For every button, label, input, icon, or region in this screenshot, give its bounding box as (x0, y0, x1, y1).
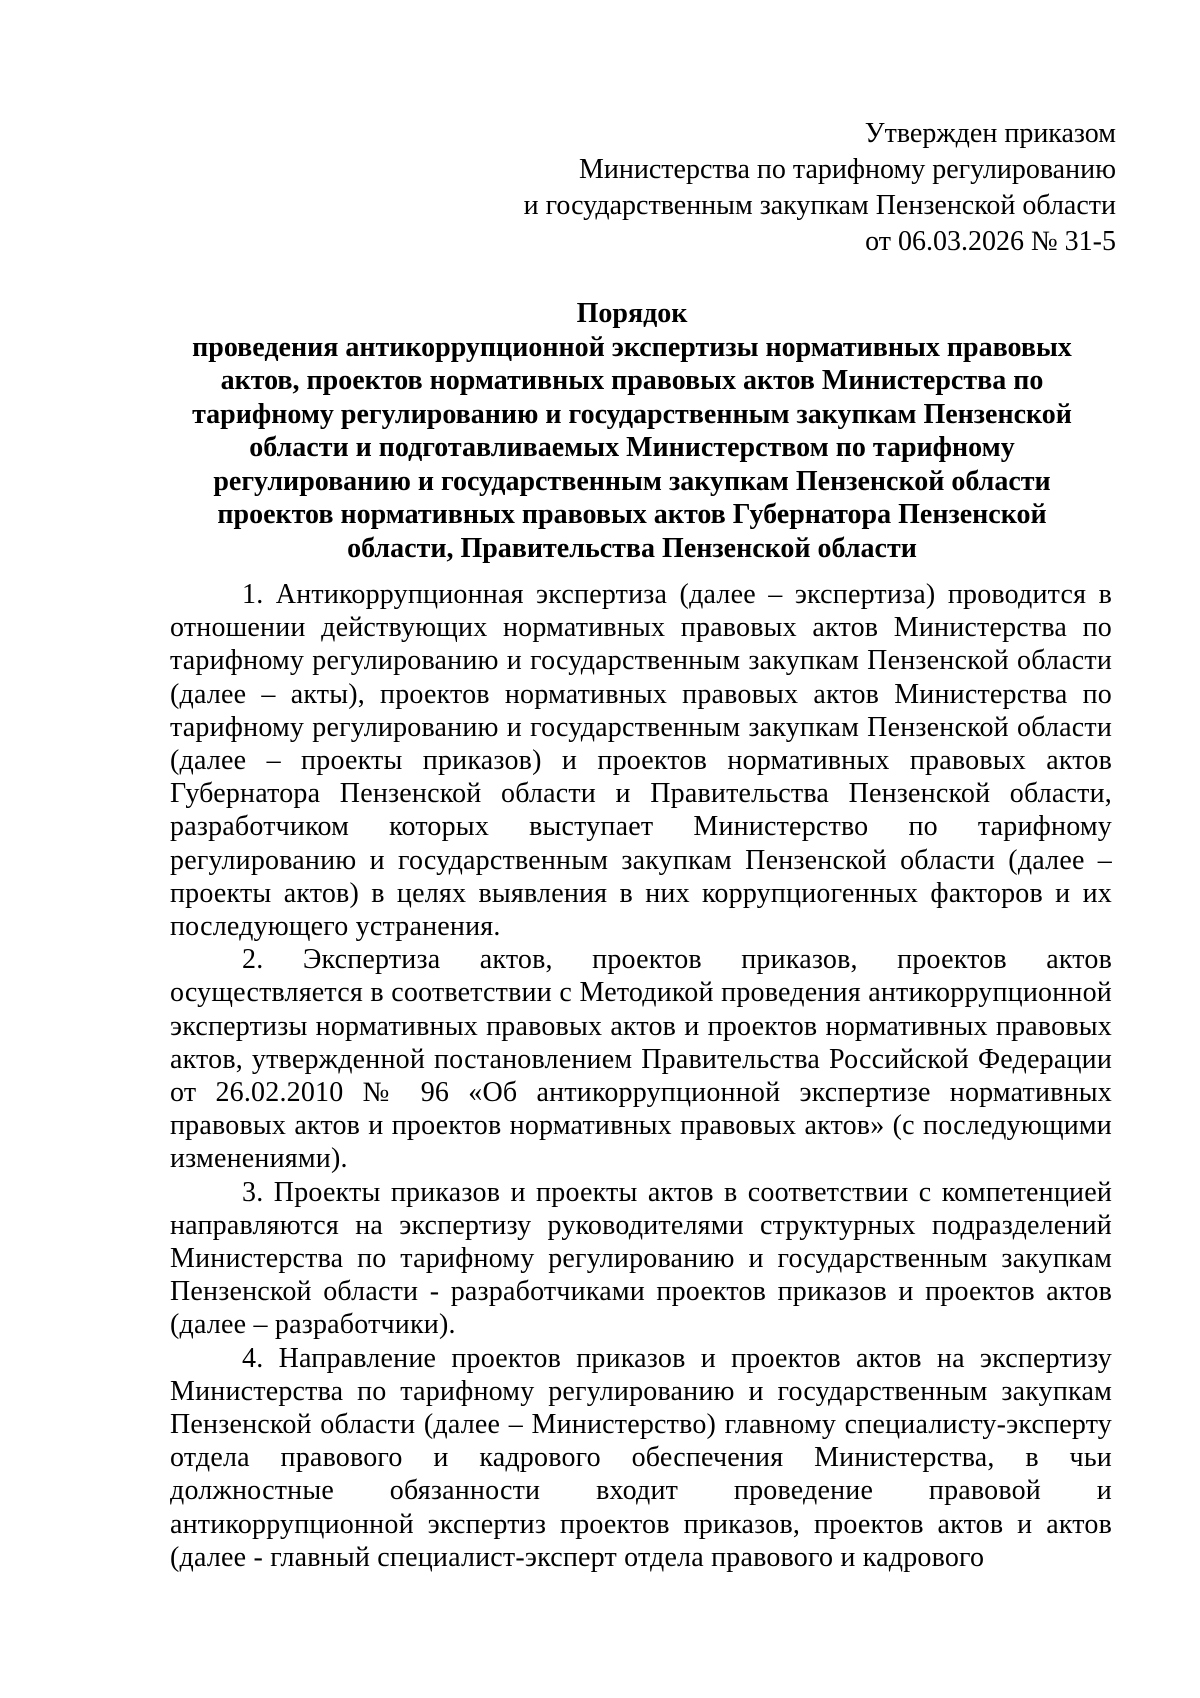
paragraph-2: 2. Экспертиза актов, проектов приказов, проектов актов осуществляется в соответствии с Методикой проведения антикоррупционной экспертизы нормативных правовых актов и проектов нормативных правовых актов, утвержденной постановлением Правительства Российской Федерации от 26.02.2010 № 96 «Об антикоррупционной экспертизе нормативных правовых актов и проектов нормативных правовых актов» (с последующими изменениями). (170, 944, 1112, 1175)
approval-line-3: и государственным закупкам Пензенской области (523, 190, 1116, 221)
approval-line-1: Утвержден приказом (864, 118, 1116, 149)
approval-date-number: от 06.03.2026 № 31-5 (865, 226, 1116, 257)
title-line: регулированию и государственным закупкам Пензенской области (213, 465, 1051, 497)
document-body (170, 578, 1112, 1574)
title-line: области и подготавливаемых Министерством по тарифному (249, 432, 1015, 463)
approval-line-2: Министерства по тарифному регулированию (579, 154, 1116, 185)
approval-stamp (524, 116, 1116, 260)
title-heading: Порядок (576, 298, 688, 329)
title-line: области, Правительства Пензенской области (347, 532, 917, 564)
paragraph-4: 4. Направление проектов приказов и проектов актов на экспертизу Министерства по тарифному регулированию и государственным закупкам Пензенской области (далее – Министерство) главному специалисту-эксперту отдела правового и кадрового обеспечения Министерства, в чьи должностные обязанности входит проведение правовой и антикоррупционной экспертиз проектов приказов, проектов актов и актов (далее - главный специалист-эксперт отдела правового и кадрового (170, 1342, 1112, 1573)
title-line: тарифному регулированию и государственным закупкам Пензенской (192, 398, 1072, 430)
title-line: актов, проектов нормативных правовых актов Министерства по (220, 365, 1044, 396)
document-title (168, 297, 1096, 565)
title-line: проведения антикоррупционной экспертизы нормативных правовых (192, 331, 1072, 363)
paragraph-1: 1. Антикоррупционная экспертиза (далее – экспертиза) проводится в отношении действующих нормативных правовых актов Министерства по тарифному регулированию и государственным закупкам Пензенской области (далее – акты), проектов нормативных правовых актов Министерства по тарифному регулированию и государственным закупкам Пензенской области (далее – проекты приказов) и проектов нормативных правовых актов Губернатора Пензенской области и Правительства Пензенской области, разработчиком которых выступает Министерство по тарифному регулированию и государственным закупкам Пензенской области (далее – проекты актов) в целях выявления в них коррупциогенных факторов и их последующего устранения. (170, 579, 1112, 943)
paragraph-3: 3. Проекты приказов и проекты актов в соответствии с компетенцией направляются на экспертизу руководителями структурных подразделений Министерства по тарифному регулированию и государственным закупкам Пензенской области - разработчиками проектов приказов и проектов актов (далее – разработчики). (170, 1176, 1112, 1341)
title-line: проектов нормативных правовых актов Губернатора Пензенской (217, 499, 1047, 530)
